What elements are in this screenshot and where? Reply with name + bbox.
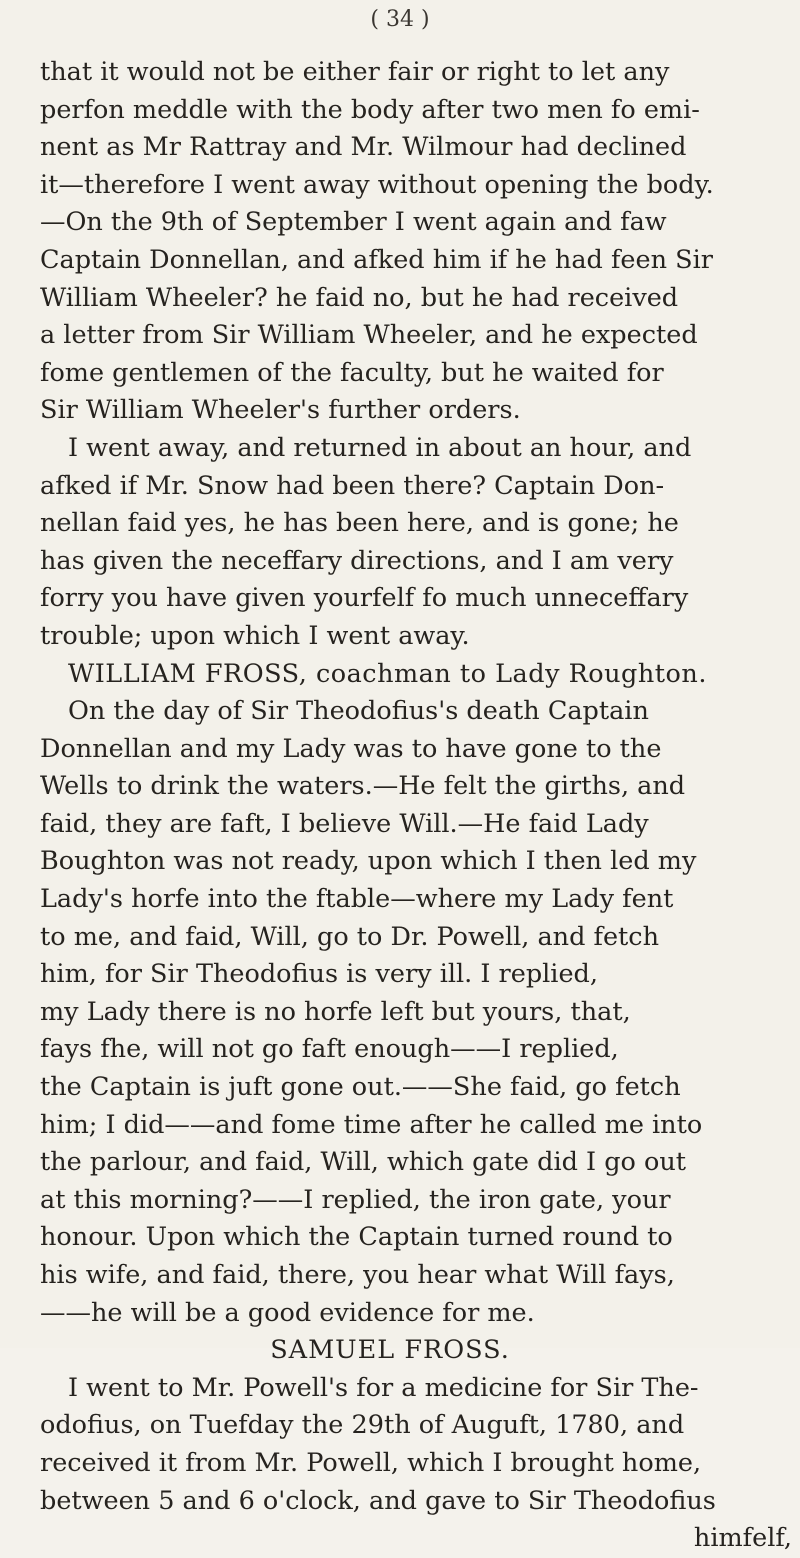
text-line: nent as Mr Rattray and Mr. Wilmour had declined [40, 132, 687, 163]
text-line: it—therefore I went away without opening the body. [40, 169, 714, 200]
text-line: Donnellan and my Lady was to have gone to the [40, 733, 662, 764]
page-number: ( 34 ) [370, 7, 430, 32]
text-line: the parlour, and faid, Will, which gate did I go out [40, 1147, 687, 1178]
text-line: a letter from Sir William Wheeler, and he expected [40, 320, 698, 351]
text-line: forry you have given yourfelf fo much unneceffary [40, 583, 689, 614]
text-line: —On the 9th of September I went again and faw [40, 207, 667, 238]
text-line: received it from Mr. Powell, which I brought home, [40, 1447, 702, 1478]
text-line: trouble; upon which I went away. [40, 620, 470, 651]
text-line: my Lady there is no horfe left but yours, that, [40, 996, 631, 1027]
text-line: honour. Upon which the Captain turned round to [40, 1222, 673, 1253]
page-text [40, 54, 800, 1558]
text-line: the Captain is juft gone out.——She faid, go fetch [40, 1072, 681, 1103]
text-line: him; I did——and fome time after he called me into [40, 1109, 703, 1140]
text-line: nellan faid yes, he has been here, and is gone; he [40, 508, 679, 539]
text-line: On the day of Sir Theodofius's death Captain [68, 696, 649, 727]
text-line: that it would not be either fair or right to let any [40, 57, 670, 87]
text-line: fome gentlemen of the faculty, but he waited for [40, 357, 664, 388]
text-line: Lady's horfe into the ftable—where my Lady fent [40, 884, 674, 915]
text-line: Wells to drink the waters.—He felt the girths, and [40, 771, 686, 802]
text-line: ——he will be a good evidence for me. [40, 1297, 535, 1328]
text-line: afked if Mr. Snow had been there? Captain Don- [40, 470, 665, 501]
text-line: WILLIAM FROSS, coachman to Lady Roughton. [68, 658, 707, 689]
text-line: at this morning?——I replied, the iron gate, your [40, 1184, 671, 1215]
text-line: I went away, and returned in about an hour, and [68, 432, 692, 463]
text-line: faid, they are faft, I believe Will.—He faid Lady [40, 808, 649, 839]
text-line: his wife, and faid, there, you hear what Will fays, [40, 1260, 675, 1290]
text-line: fays fhe, will not go faft enough——I replied, [40, 1034, 619, 1065]
text-line: himfelf, [693, 1523, 792, 1554]
text-line: William Wheeler? he faid no, but he had received [40, 282, 679, 313]
text-line: SAMUEL FROSS. [270, 1335, 510, 1366]
text-line: to me, and faid, Will, go to Dr. Powell, and fetch [40, 921, 659, 952]
text-line: Sir William Wheeler's further orders. [40, 395, 521, 426]
text-line: Boughton was not ready, upon which I then led my [40, 846, 697, 877]
text-line: between 5 and 6 o'clock, and gave to Sir Theodofius [40, 1485, 716, 1516]
text-line: I went to Mr. Powell's for a medicine for Sir The- [68, 1372, 699, 1403]
text-line: him, for Sir Theodofius is very ill. I replied, [40, 959, 598, 990]
text-line: perfon meddle with the body after two men fo emi- [40, 94, 700, 125]
text-line: Captain Donnellan, and afked him if he had feen Sir [40, 244, 713, 275]
text-line: has given the neceffary directions, and I am very [40, 545, 674, 576]
text-line: odofius, on Tuefday the 29th of Auguft, 1780, and [40, 1410, 685, 1441]
